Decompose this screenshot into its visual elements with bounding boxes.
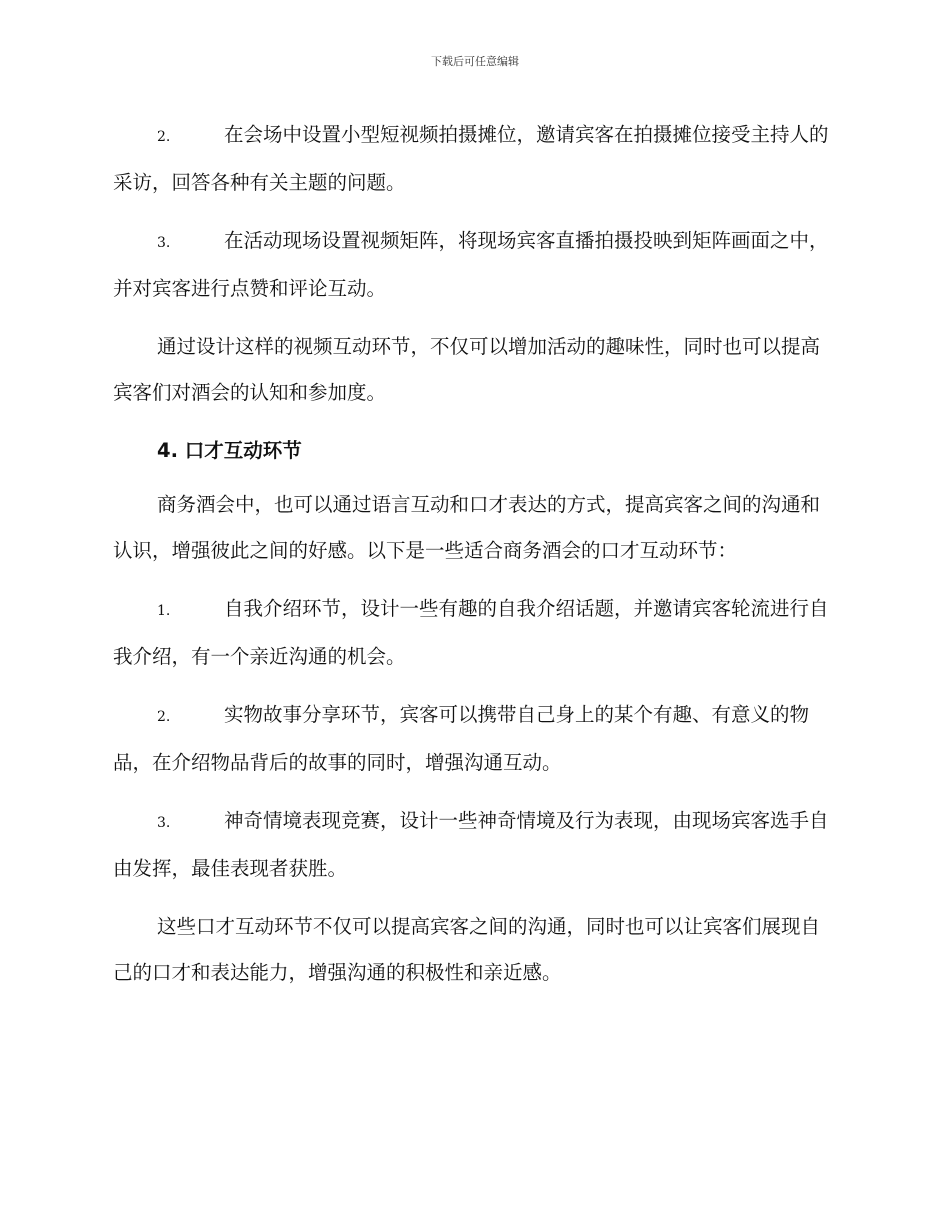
page-header: 下载后可任意编辑	[431, 55, 519, 68]
list-item	[113, 798, 835, 892]
list-item-number: 2.	[157, 129, 171, 145]
list-item-text: 自我介绍环节，设计一些有趣的自我介绍话题，并邀请宾客轮流进行自我介绍，有一个亲近沟通的机会。	[113, 597, 829, 668]
list-item	[113, 692, 835, 786]
document-body	[113, 112, 835, 1008]
list-item-text: 在会场中设置小型短视频拍摄摊位，邀请宾客在拍摄摊位接受主持人的采访，回答各种有关主题的问题。	[113, 123, 829, 194]
list-item-number: 2.	[157, 709, 171, 725]
list-item-number: 3.	[157, 815, 171, 831]
list-item	[113, 586, 835, 680]
list-item-text: 在活动现场设置视频矩阵，将现场宾客直播拍摄投映到矩阵画面之中，并对宾客进行点赞和评论互动。	[113, 229, 829, 300]
list-item-number: 3.	[157, 235, 171, 251]
paragraph: 商务酒会中，也可以通过语言互动和口才表达的方式，提高宾客之间的沟通和认识，增强彼此之间的好感。以下是一些适合商务酒会的口才互动环节：	[113, 493, 821, 562]
list-item	[113, 112, 835, 206]
paragraph: 这些口才互动环节不仅可以提高宾客之间的沟通，同时也可以让宾客们展现自己的口才和表达能力，增强沟通的积极性和亲近感。	[113, 915, 821, 984]
list-item-number: 1.	[157, 603, 171, 619]
list-item	[113, 218, 835, 312]
section-heading: 4. 口才互动环节	[157, 439, 302, 462]
list-item-text: 神奇情境表现竞赛，设计一些神奇情境及行为表现，由现场宾客选手自由发挥，最佳表现者获胜。	[113, 809, 829, 880]
paragraph: 通过设计这样的视频互动环节，不仅可以增加活动的趣味性，同时也可以提高宾客们对酒会的认知和参加度。	[113, 335, 821, 404]
list-item-text: 实物故事分享环节，宾客可以携带自己身上的某个有趣、有意义的物品，在介绍物品背后的故事的同时，增强沟通互动。	[113, 703, 810, 774]
